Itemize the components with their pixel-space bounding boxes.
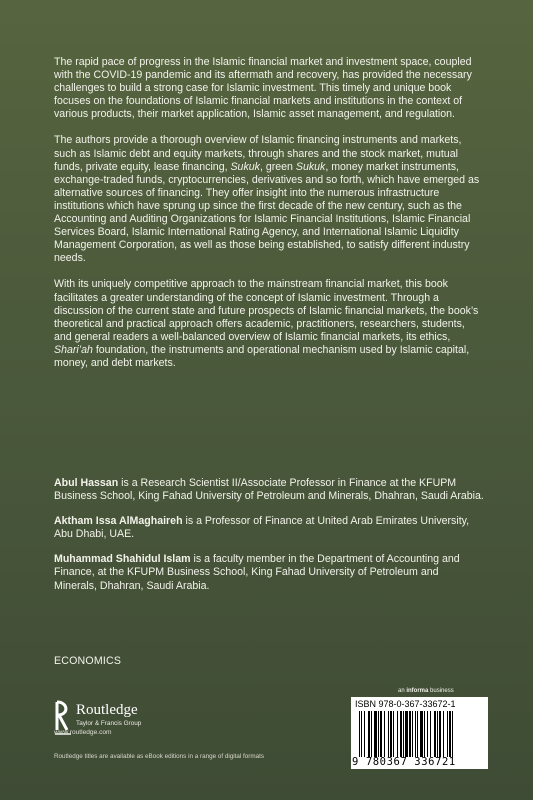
- barcode-bar: [417, 711, 418, 757]
- author-bio: [54, 477, 484, 503]
- barcode-bar: [374, 711, 377, 757]
- barcode-bar: [437, 711, 438, 757]
- subject-category: ECONOMICS: [54, 655, 122, 667]
- barcode-bar: [434, 711, 436, 757]
- author-name: Aktham Issa AlMaghaireh: [54, 515, 183, 528]
- author-description: is a faculty member in the Department of Accounting and Finance, at the KFUPM Business School, King Fahad University of Petroleum and Minerals, Dhahran, Saudi Arabia.: [54, 553, 460, 592]
- barcode-bar: [364, 711, 365, 757]
- barcode-bar: [378, 711, 379, 757]
- barcode-bar: [361, 711, 362, 757]
- informa-prefix: an: [398, 688, 407, 694]
- informa-business-label: [398, 688, 454, 694]
- italic-term: Sukuk: [230, 160, 260, 173]
- author-bio: [54, 515, 484, 541]
- barcode-bar: [430, 711, 431, 757]
- publisher-website[interactable]: www.routledge.com: [54, 729, 112, 736]
- barcode-bar: [390, 711, 392, 757]
- barcode-bar: [447, 711, 448, 757]
- barcode-digits: 9 780367 336721: [352, 756, 456, 768]
- barcode-bar: [452, 711, 453, 757]
- barcode-bar: [371, 711, 372, 757]
- author-description: is a Research Scientist II/Associate Professor in Finance at the KFUPM Business School, King Fahad University of Petroleum and Minerals, Dhahran, Saudi Arabia.: [54, 477, 484, 503]
- barcode-bar: [439, 711, 441, 757]
- italic-term: Shari’ah: [54, 343, 93, 356]
- author-name: Abul Hassan: [54, 477, 119, 489]
- blurb-text: foundation, the instruments and operational mechanism used by Islamic capital, money, and debt markets.: [54, 343, 470, 369]
- ebook-note: Routledge titles are available as eBook editions in a range of digital formats: [54, 753, 265, 760]
- author-bio: [54, 553, 484, 592]
- blurb-text: , green: [259, 160, 296, 173]
- blurb-paragraph-2: [54, 134, 484, 265]
- barcode-bar: [405, 711, 408, 757]
- publisher-group: Taylor & Francis Group: [76, 720, 142, 727]
- informa-word: informa: [406, 688, 429, 694]
- barcode-bar: [427, 711, 428, 757]
- isbn-barcode: [351, 697, 488, 769]
- barcode-bar: [424, 711, 425, 757]
- informa-suffix: business: [428, 688, 454, 694]
- barcode-bar: [412, 711, 413, 757]
- barcode-bar: [368, 711, 370, 757]
- author-name: Muhammad Shahidul Islam: [54, 553, 191, 566]
- barcode-bars: [359, 711, 485, 757]
- blurb-text: , money market instruments, exchange-traded funds, cryptocurrencies, derivatives and so forth, which have emerged as alternative sources of financing. They offer insight into the numerous infrastructure institutions which have sprung up since the first decade of the new century, such as the Accounting and Auditing Organizations for Islamic Financial Institutions, Islamic Financial Services Board, Islamic International Rating Agency, and International Islamic Liquidity Management Corporation, as well as those being established, to satisfy different industry needs.: [54, 160, 480, 265]
- barcode-bar: [415, 711, 416, 757]
- publisher-name: Routledge: [76, 702, 138, 718]
- isbn-text: ISBN 978-0-367-33672-1: [355, 699, 456, 709]
- barcode-bar: [409, 711, 411, 757]
- barcode-bar: [420, 711, 423, 757]
- blurb-text: With its uniquely competitive approach to the mainstream financial market, this book facilitates a greater understanding of the concept of Islamic investment. Through a discussion of the current state and future prospects of Islamic financial markets, the book’s theoretical and practical approach offers academic, practitioners, researchers, students, and general readers a well-balanced overview of Islamic financial markets, its ethics,: [54, 278, 479, 343]
- blurb-paragraph-3: [54, 278, 484, 370]
- blurb-paragraph-1: [54, 56, 484, 121]
- author-description: is a Professor of Finance at United Arab Emirates University, Abu Dhabi, UAE.: [54, 515, 470, 541]
- blurb-text: The rapid pace of progress in the Islamic financial market and investment space, coupled with the COVID-19 pandemic and its aftermath and recovery, has provided the necessary challenges to build a strong case for Islamic investment. This timely and unique book focuses on the foundations of Islamic financial markets and institutions in the context of various products, their market application, Islamic asset management, and regulation.: [54, 56, 472, 121]
- barcode-bar: [400, 711, 402, 757]
- barcode-bar: [380, 711, 382, 757]
- barcode-bar: [443, 711, 444, 757]
- barcode-bar: [397, 711, 398, 757]
- barcode-bar: [388, 711, 389, 757]
- barcode-bar: [393, 711, 394, 757]
- barcode-bar: [449, 711, 451, 757]
- barcode-bar: [384, 711, 385, 757]
- italic-term: Sukuk: [295, 160, 326, 173]
- author-bios: [54, 477, 484, 605]
- barcode-bar: [403, 711, 404, 757]
- blurb-text: The authors provide a thorough overview of Islamic financing instruments and markets, such as Islamic debt and equity markets, through shares and the stock market, mutual funds, private equity, lease financing,: [54, 134, 462, 173]
- barcode-bar: [359, 711, 360, 757]
- blurb: [54, 56, 484, 383]
